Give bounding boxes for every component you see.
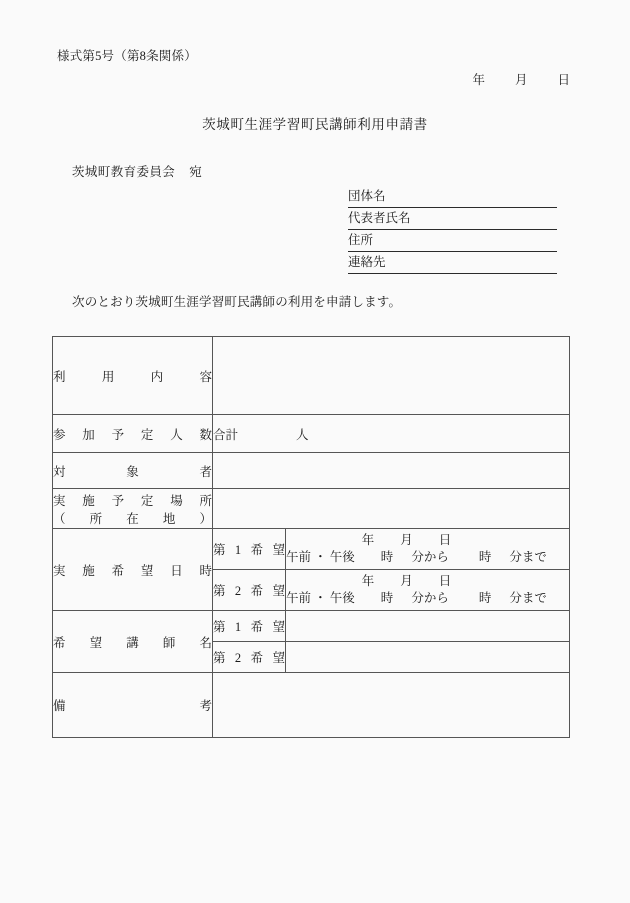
datetime-2-am[interactable]: 午前 [286, 591, 312, 605]
label-use-content: 利用内容 [53, 337, 213, 415]
datetime-2-year: 年 [361, 573, 375, 588]
label-place-line2: （所在地） [53, 511, 212, 526]
value-datetime-1[interactable] [286, 529, 570, 570]
value-teacher-1[interactable] [286, 611, 570, 642]
value-remarks[interactable] [213, 673, 570, 738]
label-target: 対象者 [53, 453, 213, 489]
table-row-participants [53, 415, 570, 453]
header-date-year: 年 [472, 73, 485, 87]
datetime-2-time-line [286, 590, 569, 607]
addressee [72, 162, 202, 180]
table-row-use-content [53, 337, 570, 415]
datetime-1-start-minute: 分から [411, 550, 449, 564]
value-participants[interactable] [213, 415, 570, 453]
addressee-honorific: 宛 [189, 165, 203, 179]
label-datetime-rank-1: 第1希望 [213, 529, 286, 570]
datetime-2-date-line [286, 573, 569, 590]
label-teacher-rank-2: 第2希望 [213, 642, 286, 673]
header-date-day: 日 [557, 73, 570, 87]
datetime-1-am[interactable]: 午前 [286, 550, 312, 564]
value-target[interactable] [213, 453, 570, 489]
datetime-1-time-line [286, 549, 569, 566]
datetime-1-end-hour: 時 [478, 550, 492, 564]
table-row-teacher-first-choice [53, 611, 570, 642]
intro-sentence: 次のとおり茨城町生涯学習町民講師の利用を申請します。 [72, 295, 402, 309]
participants-total-label: 合計 [213, 427, 239, 442]
label-place-line1: 実施予定場所 [53, 493, 212, 508]
datetime-1-date-line [286, 532, 569, 549]
datetime-2-start-minute: 分から [411, 591, 449, 605]
datetime-2-end-minute: 分まで [509, 591, 547, 605]
field-representative-name[interactable] [348, 208, 557, 230]
header-date-month: 月 [514, 73, 528, 87]
datetime-2-start-hour: 時 [380, 591, 394, 605]
datetime-1-separator: ・ [314, 550, 327, 564]
datetime-1-day: 日 [438, 532, 452, 547]
datetime-2-day: 日 [438, 573, 452, 588]
datetime-2-separator: ・ [314, 591, 327, 605]
field-address-label: 住所 [348, 233, 374, 247]
table-row-datetime-first-choice [53, 529, 570, 570]
datetime-2-month: 月 [400, 573, 413, 588]
applicant-fields [348, 186, 557, 274]
field-contact-label: 連絡先 [348, 255, 386, 269]
table-row-place [53, 489, 570, 529]
label-remarks: 備考 [53, 673, 213, 738]
datetime-2-pm[interactable]: 午後 [329, 591, 355, 605]
value-use-content[interactable] [213, 337, 570, 415]
value-datetime-2[interactable] [286, 570, 570, 611]
addressee-organization: 茨城町教育委員会 [72, 165, 176, 179]
datetime-1-pm[interactable]: 午後 [329, 550, 355, 564]
field-group-name[interactable] [348, 186, 557, 208]
label-teacher-rank-1: 第1希望 [213, 611, 286, 642]
field-address[interactable] [348, 230, 557, 252]
table-row-target [53, 453, 570, 489]
datetime-1-month: 月 [400, 532, 413, 547]
header-date-line [330, 70, 570, 88]
participants-unit: 人 [296, 427, 309, 442]
label-participants: 参加予定人数 [53, 415, 213, 453]
value-teacher-2[interactable] [286, 642, 570, 673]
datetime-1-start-hour: 時 [380, 550, 394, 564]
label-datetime-rank-2: 第2希望 [213, 570, 286, 611]
table-row-remarks [53, 673, 570, 738]
field-group-name-label: 団体名 [348, 189, 386, 203]
application-details-table [52, 336, 570, 738]
datetime-1-year: 年 [361, 532, 375, 547]
field-contact[interactable] [348, 252, 557, 274]
field-representative-name-label: 代表者氏名 [348, 211, 411, 225]
datetime-2-end-hour: 時 [478, 591, 492, 605]
value-place[interactable] [213, 489, 570, 529]
label-datetime: 実施希望日時 [53, 529, 213, 611]
label-place [53, 489, 213, 529]
datetime-1-end-minute: 分まで [509, 550, 547, 564]
label-teacher: 希望講師名 [53, 611, 213, 673]
form-number: 様式第5号（第8条関係） [57, 49, 197, 63]
page-title: 茨城町生涯学習町民講師利用申請書 [202, 117, 428, 132]
